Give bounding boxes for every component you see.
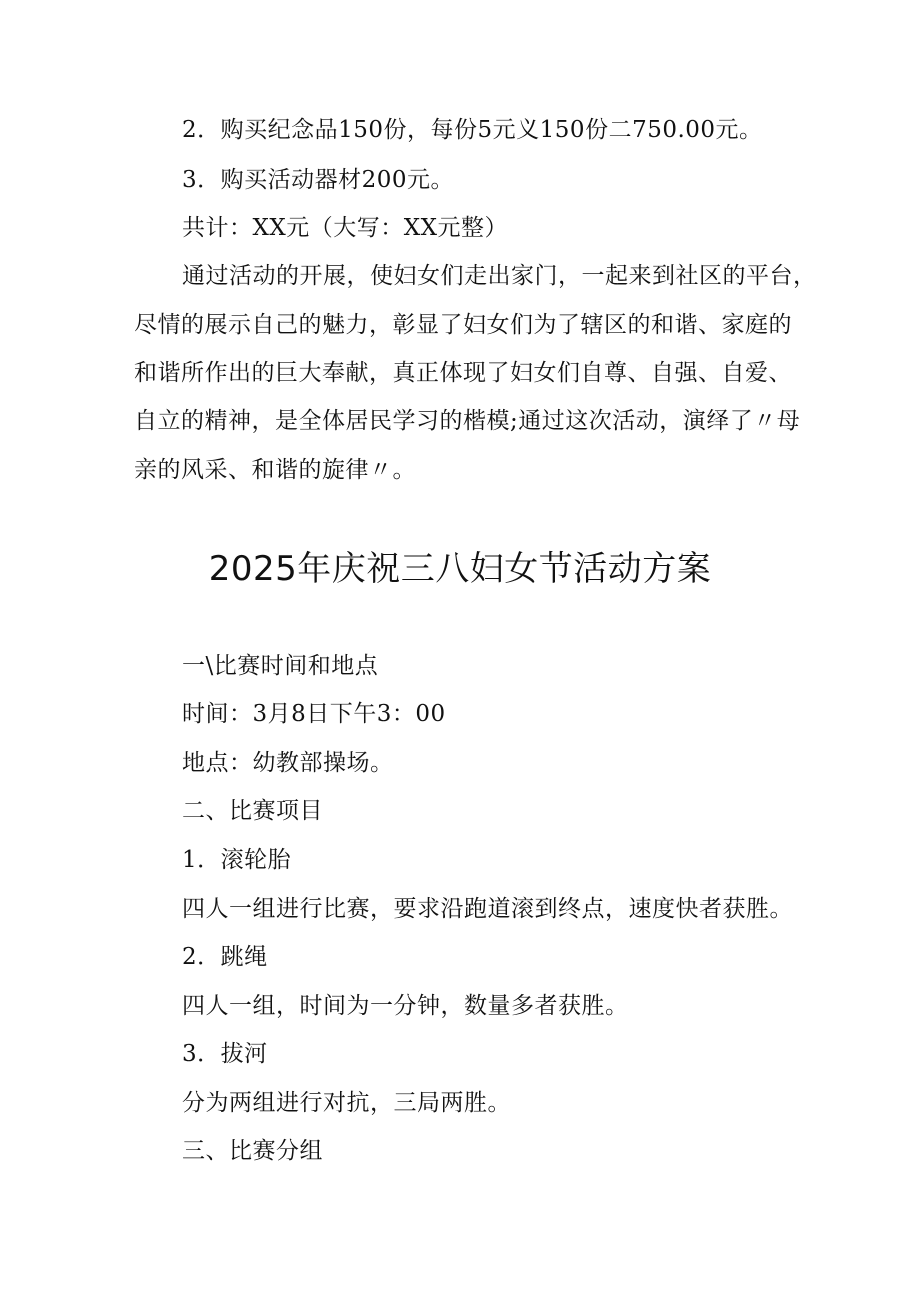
event-2-title: 2．跳绳 xyxy=(182,944,268,970)
event-3-title: 3．拔河 xyxy=(182,1041,268,1067)
summary-line-2: 尽情的展示自己的魅力，彰显了妇女们为了辖区的和谐、家庭的 xyxy=(134,312,792,338)
budget-item-3: 3．购买活动器材200元。 xyxy=(182,167,455,193)
event-time: 时间：3月8日下午3：00 xyxy=(182,701,446,727)
section-3-heading: 三、比赛分组 xyxy=(182,1138,323,1164)
budget-total: 共计：XX元（大写：XX元整） xyxy=(182,215,508,241)
budget-item-2: 2．购买纪念品150份，每份5元义150份二750.00元。 xyxy=(182,117,763,143)
section-2-heading: 二、比赛项目 xyxy=(182,798,323,824)
event-2-description: 四人一组，时间为一分钟，数量多者获胜。 xyxy=(182,993,629,1019)
event-3-description: 分为两组进行对抗，三局两胜。 xyxy=(182,1090,511,1116)
summary-line-4: 自立的精神，是全体居民学习的楷模;通过这次活动，演绎了〃母 xyxy=(134,408,801,434)
summary-line-5: 亲的风采、和谐的旋律〃。 xyxy=(134,457,416,483)
event-1-description: 四人一组进行比赛，要求沿跑道滚到终点，速度快者获胜。 xyxy=(182,896,793,922)
summary-line-3: 和谐所作出的巨大奉献，真正体现了妇女们自尊、自强、自爱、 xyxy=(134,360,792,386)
section-1-heading: 一\比赛时间和地点 xyxy=(182,653,379,679)
summary-line-1: 通过活动的开展，使妇女们走出家门，一起来到社区的平台， xyxy=(182,263,817,289)
plan-title: 2025年庆祝三八妇女节活动方案 xyxy=(208,549,712,589)
event-place: 地点：幼教部操场。 xyxy=(182,750,394,776)
event-1-title: 1．滚轮胎 xyxy=(182,847,292,873)
